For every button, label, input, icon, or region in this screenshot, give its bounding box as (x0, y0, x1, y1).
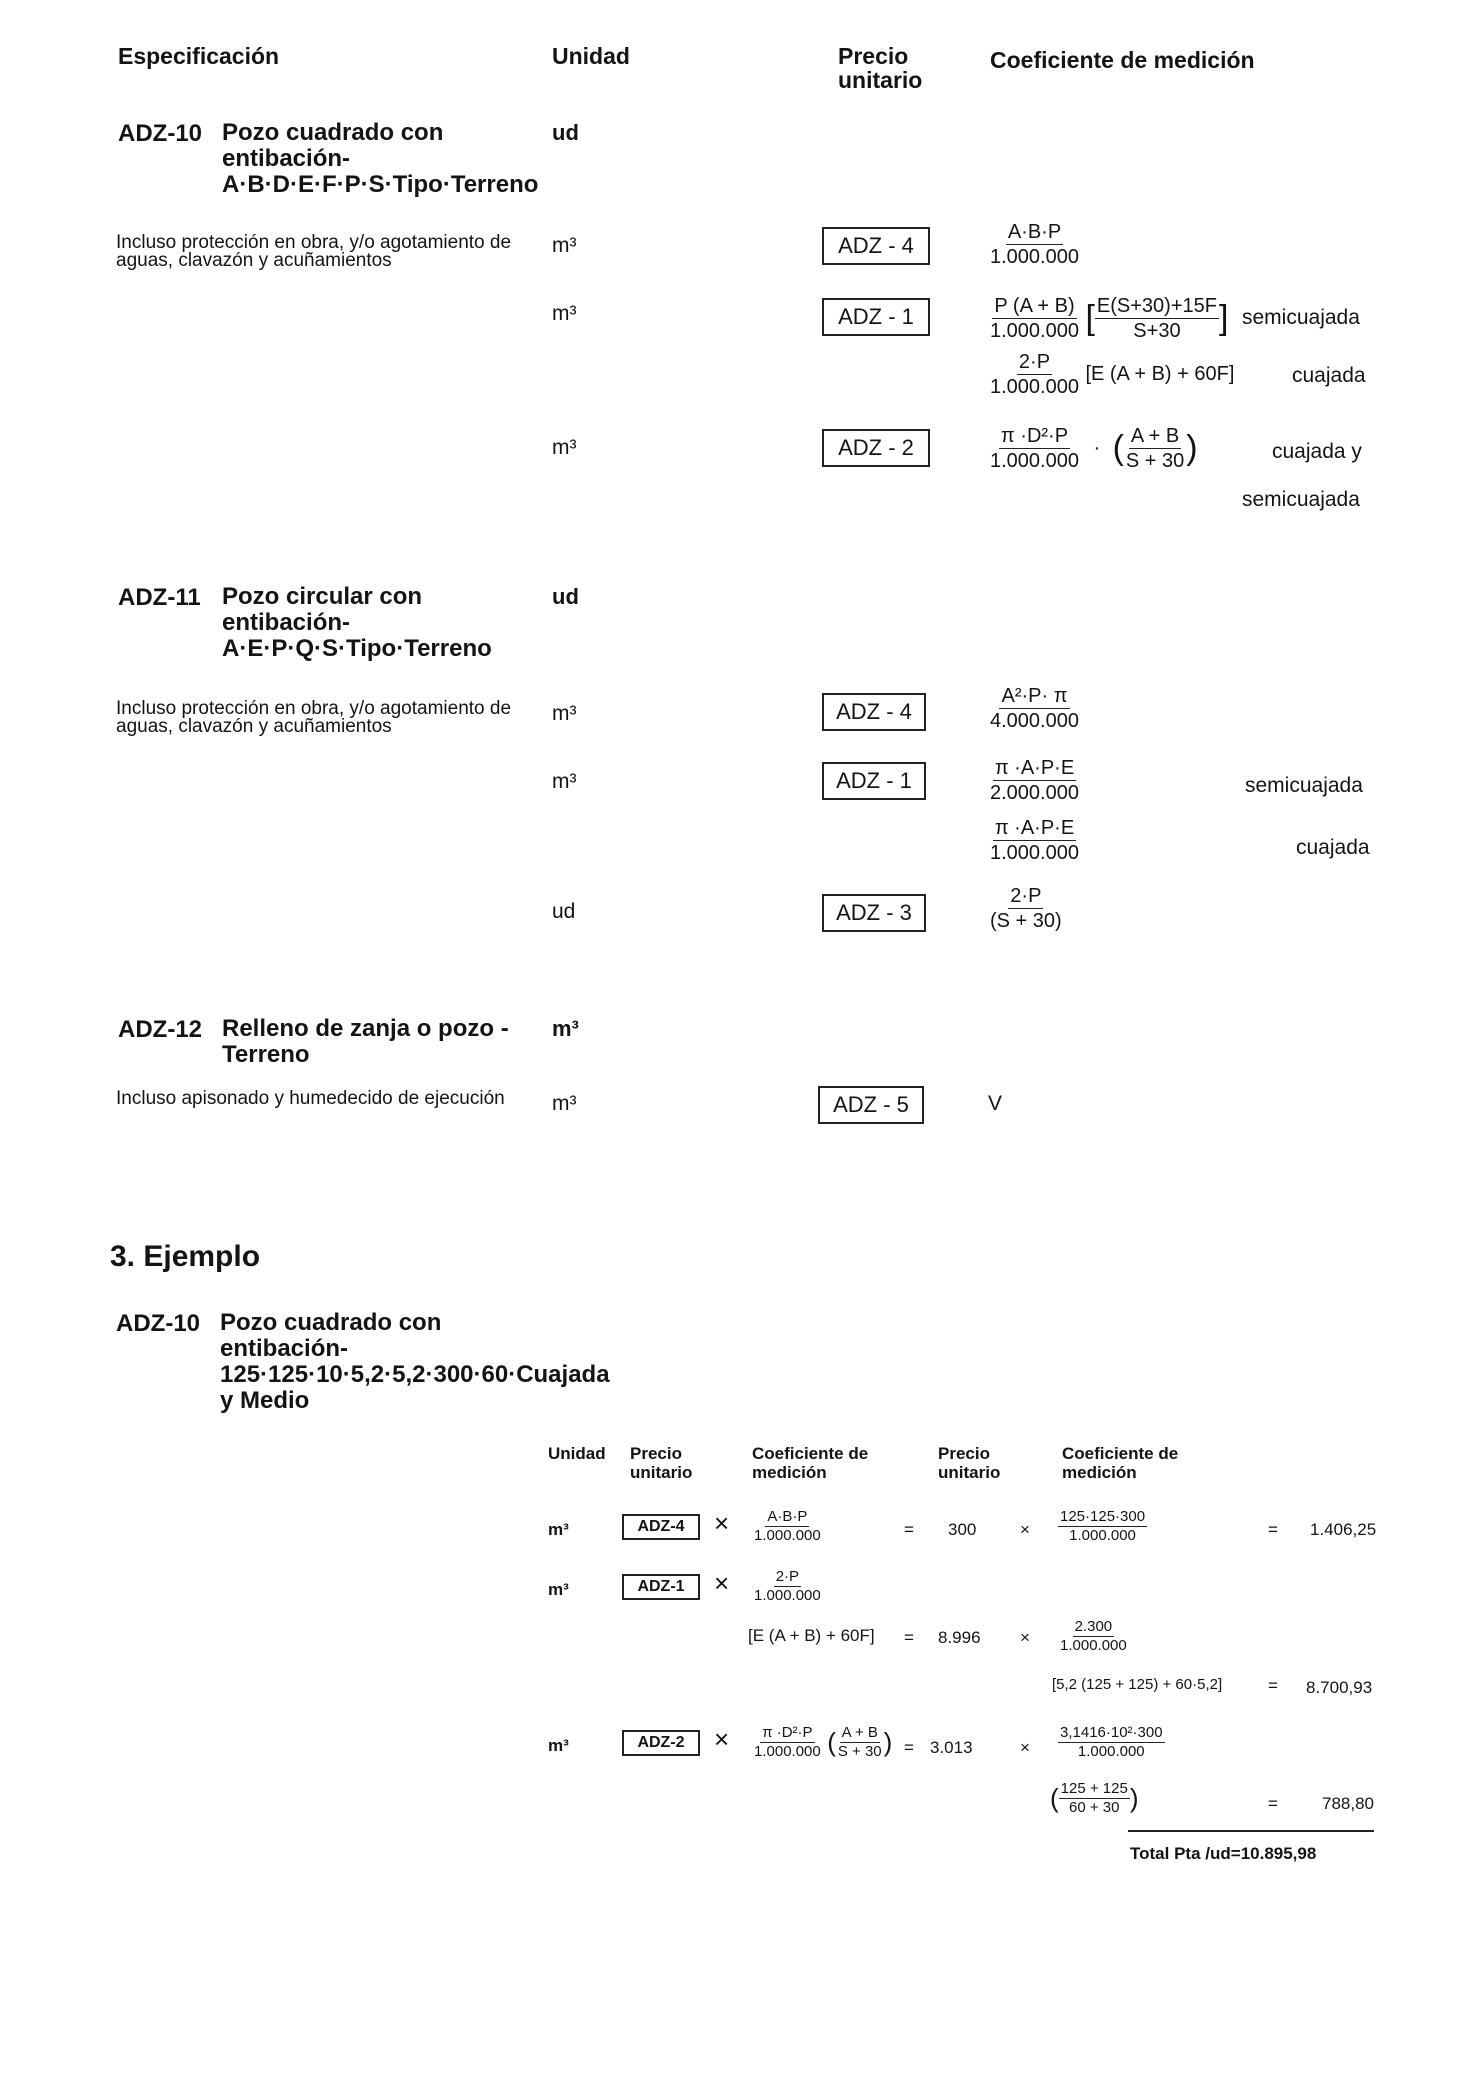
item-description: Incluso protección en obra, y/o agotamiento de aguas, clavazón y acuñamientos (116, 698, 512, 737)
example-title: Pozo cuadrado con entibación-125·125·10·5,2·5,2·300·60·Cuajada y Medio (220, 1309, 610, 1414)
times-sign: × (714, 1508, 730, 1538)
price-box: ADZ - 1 (822, 762, 926, 800)
header-spec: Especificación (118, 43, 280, 69)
ex-price-box: ADZ-4 (622, 1514, 700, 1540)
times-sign: × (1020, 1520, 1030, 1539)
ex-header-coef: Coeficiente de medición (752, 1444, 869, 1482)
ex-price-value: 3.013 (930, 1738, 973, 1757)
ex-price-value: 8.996 (938, 1628, 981, 1647)
price-box: ADZ - 4 (822, 693, 926, 731)
item-description: Incluso apisonado y humedecido de ejecución (116, 1088, 505, 1109)
ex-price-box: ADZ-1 (622, 1574, 700, 1600)
item-title: Relleno de zanja o pozo -Terreno (222, 1015, 509, 1068)
equals-sign: = (904, 1628, 914, 1647)
section-title: 3. Ejemplo (110, 1240, 261, 1273)
price-box: ADZ - 3 (822, 894, 926, 932)
row-unit: m³ (552, 302, 577, 325)
ex-coef-formula: $\frac{\text{π ·D²·P}}{1.000.000}$ ( $\frac{A + B}{S + 30}$ ) (754, 1724, 893, 1760)
ex-header-price: Precio unitario (630, 1444, 693, 1482)
price-box: ADZ - 5 (818, 1086, 924, 1124)
item-description: Incluso protección en obra, y/o agotamiento de aguas, clavazón y acuñamientos (116, 232, 512, 271)
equals-sign: = (1268, 1520, 1278, 1539)
equals-sign: = (1268, 1676, 1278, 1695)
ex-header-price2: Precio unitario (938, 1444, 1001, 1482)
header-coef: Coeficiente de medición (990, 47, 1255, 73)
ex-coef-formula: $\frac{A\cdot B\cdot P}{1.000.000}$ (754, 1508, 821, 1544)
item-unit: m³ (552, 1016, 579, 1041)
row-unit: m³ (552, 702, 577, 725)
times-sign: × (714, 1568, 730, 1598)
ex-row-unit: m³ (548, 1520, 569, 1539)
total-rule (1128, 1830, 1374, 1832)
item-code: ADZ-12 (118, 1016, 203, 1043)
ex-result: 788,80 (1322, 1794, 1374, 1813)
ex-price-box: ADZ-2 (622, 1730, 700, 1756)
ex-coef-formula: $\frac{125\cdot 125\cdot 300}{1.000.000}$ (1060, 1508, 1146, 1544)
ex-header-coef2: Coeficiente de medición (1062, 1444, 1179, 1482)
ex-bracket-formula: [5,2 (125 + 125) + 60·5,2] (1052, 1676, 1223, 1693)
ex-price-value: 300 (948, 1520, 977, 1539)
row-unit: m³ (552, 1092, 577, 1115)
times-sign: × (714, 1724, 730, 1754)
coef-formula: $\frac{\pi \cdot A\cdot P\cdot E}{2.000.000}$ (990, 757, 1079, 804)
ex-row-unit: m³ (548, 1580, 569, 1599)
ex-result: 1.406,25 (1310, 1520, 1377, 1539)
coef-note: semicuajada (1245, 774, 1363, 797)
price-box: ADZ - 4 (822, 227, 930, 265)
price-box: ADZ - 2 (822, 429, 930, 467)
total-line: Total Pta /ud=10.895,98 (1130, 1844, 1317, 1863)
row-unit: m³ (552, 234, 577, 257)
coef-value: V (988, 1092, 1003, 1115)
ex-bracket-formula: [E (A + B) + 60F] (748, 1626, 875, 1645)
coef-formula: $\frac{\text{π ·D²·P}}{1.000.000}$ · ( $\frac{A + B}{S + 30}$ ) (990, 425, 1198, 472)
item-code: ADZ-11 (118, 584, 201, 611)
ex-row-unit: m³ (548, 1736, 569, 1755)
ex-paren-formula: ( $\frac{125 + 125}{60 + 30}$ ) (1050, 1780, 1139, 1816)
row-unit: m³ (552, 436, 577, 459)
coef-note: semicuajada (1242, 488, 1360, 511)
coef-formula: $\frac{2\cdot P}{(S + 30)}$ (990, 885, 1062, 932)
coef-note: cuajada (1292, 364, 1366, 387)
coef-note: semicuajada (1242, 306, 1360, 329)
item-title: Pozo cuadrado con entibación-A·B·D·E·F·P·S·Tipo·Terreno (222, 119, 539, 198)
times-sign: × (1020, 1628, 1030, 1647)
ex-coef-formula: $\frac{\text{3,1416·10²·300}}{1.000.000}$ (1060, 1724, 1163, 1760)
ex-result: 8.700,93 (1306, 1678, 1373, 1697)
item-unit: ud (552, 120, 579, 145)
header-unit: Unidad (552, 43, 630, 69)
ex-coef-formula: $\frac{2.300}{1.000.000}$ (1060, 1618, 1127, 1654)
coef-note: cuajada y (1272, 440, 1362, 463)
row-unit: m³ (552, 770, 577, 793)
coef-formula: $\frac{2\cdot P}{1.000.000}$ [E (A + B) + 60F] (990, 351, 1235, 398)
ex-header-unit: Unidad (548, 1444, 606, 1463)
header-price: Precio unitario (838, 43, 923, 93)
example-code: ADZ-10 (116, 1310, 201, 1337)
item-code: ADZ-10 (118, 120, 203, 147)
coef-formula: $\frac{\pi \cdot A\cdot P\cdot E}{1.000.000}$ (990, 817, 1079, 864)
equals-sign: = (1268, 1794, 1278, 1813)
ex-coef-formula: $\frac{2\cdot P}{1.000.000}$ (754, 1568, 821, 1604)
row-unit: ud (552, 900, 576, 923)
item-unit: ud (552, 584, 579, 609)
price-box: ADZ - 1 (822, 298, 930, 336)
coef-formula: $\frac{A\cdot B\cdot P}{1.000.000}$ (990, 221, 1079, 268)
coef-formula: $\frac{P (A + B)}{1.000.000}$ [ $\frac{E(S+30)+15F}{S+30}$ ] (990, 295, 1229, 342)
equals-sign: = (904, 1520, 914, 1539)
coef-formula: $\frac{\text{A²·P· π}}{4.000.000}$ (990, 685, 1079, 732)
times-sign: × (1020, 1738, 1030, 1757)
equals-sign: = (904, 1738, 914, 1757)
item-title: Pozo circular con entibación-A·E·P·Q·S·Tipo·Terreno (222, 583, 492, 662)
coef-note: cuajada (1296, 836, 1370, 859)
